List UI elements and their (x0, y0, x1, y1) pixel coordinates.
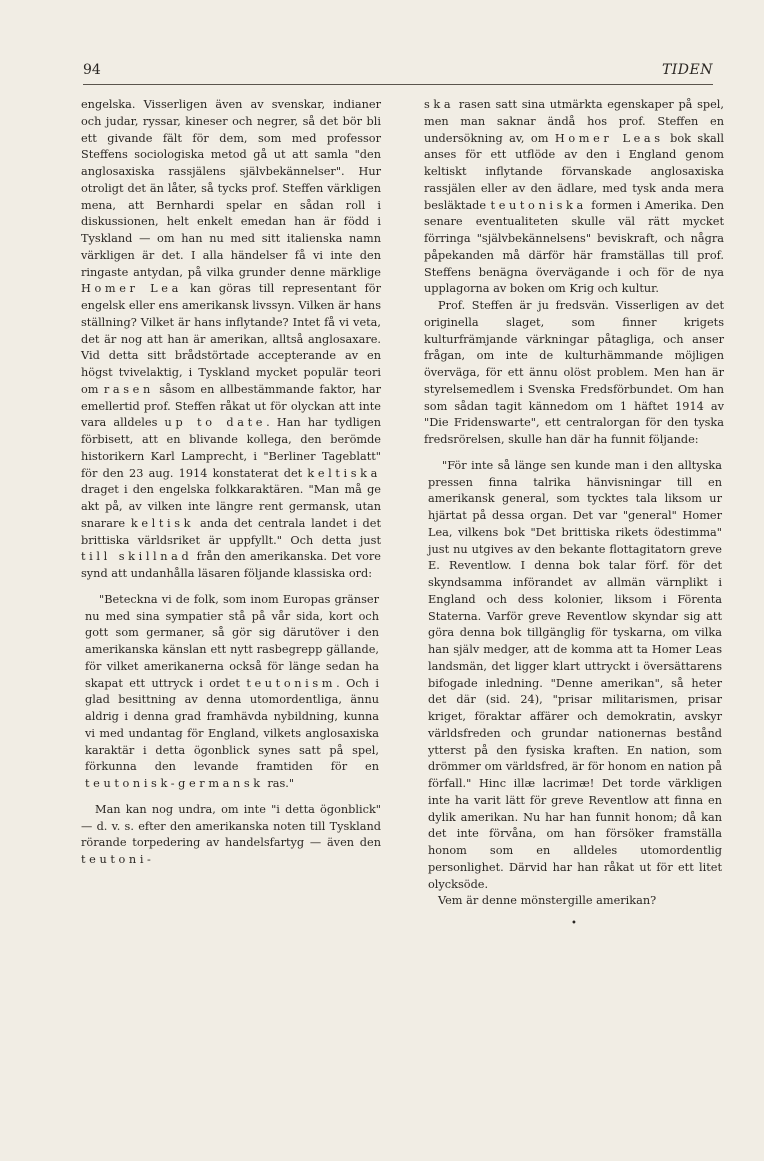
right-paragraph-2: Prof. Steffen är ju fredsvän. Visserligen av det originella slaget, som finner krigets kulturfrämjande värkningar påtagliga, och anser frågan, om inte de kulturhämmande möjligen överväga, för ett ännu olöst problem. Men han är styrelsemedlem i Svenska Fredsförbundet. Om han som sådan tagit kännedom om 1 häftet 1914 av "Die Fridenswarte", ett centralorgan för den tyska fredsrörelsen, skulle han där ha funnit följande: (424, 299, 724, 446)
spaced-emphasis: Homer Lea (81, 282, 182, 296)
end-bullet: • (571, 918, 577, 929)
spaced-emphasis: teutonisk-germansk (85, 777, 264, 790)
journal-title: TIDEN (661, 62, 713, 78)
right-column (424, 97, 724, 933)
right-quote: "För inte så länge sen kunde man i den alltyska pressen finna talrika hänvisningar till en amerikansk general, som tycktes tala liksom ur hjärtat på dessa organ. Det var "general" Homer Lea, vilkens bok "Det brittiska rikets ödestimma" just nu utgives av den bekante flottagitatorn greve E. Reventlow. I denna bok talar förf. för det skyndsamma införandet av allmän värnplikt i England och dess kolonier, liksom i Förenta Staterna. Varför greve Reventlow skyndar sig att göra denna bok tillgänglig för tyskarna, om vilka han själv medger, att de komma att ta Homer Leas landsmän, det ligger klart uttryckt i översättarens bifogade inledning. "Denne amerikan", så heter det där (sid. 24), "prisar militarismen, prisar kriget, föraktar affärer och demokratin, avskyr världsfreden och grundar nationernas bestånd ytterst på den fysiska kraften. En nation, som drömmer om världsfred, är för honom en nation på förfall." Hinc illæ lacrimæ! Det torde värkligen inte ha varit lätt för greve Reventlow att finna en dylik amerikan. Nu har han funnit honom; då kan det inte förvåna, om han försöker framställa honom som en alldeles utomordentlig personlighet. Därvid har han råkat ut för ett litet olycksöde. (428, 458, 722, 891)
spaced-emphasis: rasen (103, 382, 154, 396)
page-number: 94 (83, 62, 101, 78)
left-paragraph-3: Man kan nog undra, om inte "i detta ögonblick" — d. v. s. efter den amerikanska noten till Tyskland rörande torpedering av handelsfartyg — även den teutoni- (81, 802, 381, 866)
left-paragraph-1: engelska. Visserligen även av svenskar, indianer och judar, ryssar, kineser och negrer, så det bör bli ett givande fält för dem, som med professor Steffens sociologiska metod gå ut att samla "den anglosaxiska rassjälens självbekännelser". Hur otroligt det än låter, så tycks prof. Steffen värkligen mena, att Bernhardi spelar en sådan roll i diskussionen, helt enkelt emedan han är född i Tyskland — om han nu med sitt italienska namn värkligen är det. I alla händelser få vi inte den ringaste antydan, på vilka grunder denne märklige Homer Lea kan göras till representant för engelsk eller ens amerikansk livssyn. Vilken är hans ställning? Vilket är hans inflytande? Intet få vi veta, det är nog att han är amerikan, alltså anglosaxare. Vid detta sitt brådstörtade accepterande av en högst tvivelaktig, i Tyskland mycket populär teori om rasen såsom en allbestämmande faktor, har emellertid prof. Steffen råkat ut för olyckan att inte vara alldeles up to date. Han har tydligen förbisett, att en blivande kollega, den berömde historikern Karl Lamprecht, i "Berliner Tageblatt" för den 23 aug. 1914 konstaterat det keltiska draget i den engelska folkkaraktären. "Man må ge akt på, av vilken inte längre rent germansk, utan snarare keltisk anda det centrala landet i det brittiska världsriket är uppfyllt." Och detta just till skillnad från den amerikanska. Det vore synd att undanhålla läsaren följande klassiska ord: (81, 98, 381, 580)
spaced-emphasis: keltiska (307, 466, 381, 480)
spaced-emphasis: till skillnad (81, 550, 193, 564)
spaced-emphasis: teutonism (246, 676, 337, 690)
spaced-emphasis: keltisk (130, 516, 195, 530)
left-column (81, 97, 381, 869)
right-closing-question: Vem är denne mönstergille amerikan? (438, 894, 657, 908)
spaced-emphasis: Homer Leas (554, 131, 664, 145)
header-rule (83, 84, 713, 85)
running-header (83, 62, 713, 84)
left-quote: "Beteckna vi de folk, som inom Europas gränser nu med sina sympatier stå på vår sida, kort och gott som germaner, så gör sig därutöver i den amerikanska känslan ett nytt rasbegrepp gällande, för vilket amerikanerna också för länge sedan ha skapat ett uttryck i ordet teutonism. Och i glad besittning av denna utomordentliga, ännu aldrig i denna grad framhävda nybildning, kunna vi med undantag för England, vilkets anglosaxiska karaktär i detta ögonblick synes satt på spel, förkunna den levande framtiden för en teutonisk-germansk ras." (85, 592, 380, 790)
spaced-emphasis: up to date (164, 416, 267, 430)
spaced-emphasis: ska (424, 98, 455, 111)
spaced-emphasis: teutoniska (490, 198, 587, 212)
right-paragraph-1: ska rasen satt sina utmärkta egenskaper på spel, men man saknar ändå hos prof. Steffen en undersökning av, om Homer Leas bok skall anses för ett utflöde av den i England genom keltiskt inflytande förvanskade anglosaxiska rassjälen eller av den ädlare, med tysk anda mera besläktade teutoniska formen i Amerika. Den senare eventualiteten skulle väl rätt mycket förringa "självbekännelsens" beviskraft, och några påpekanden må därför här framställas till prof. Steffens benägna övervägande i och för de nya upplagorna av boken om Krig och kultur. (424, 98, 724, 296)
spaced-emphasis: teutoni- (81, 853, 155, 866)
